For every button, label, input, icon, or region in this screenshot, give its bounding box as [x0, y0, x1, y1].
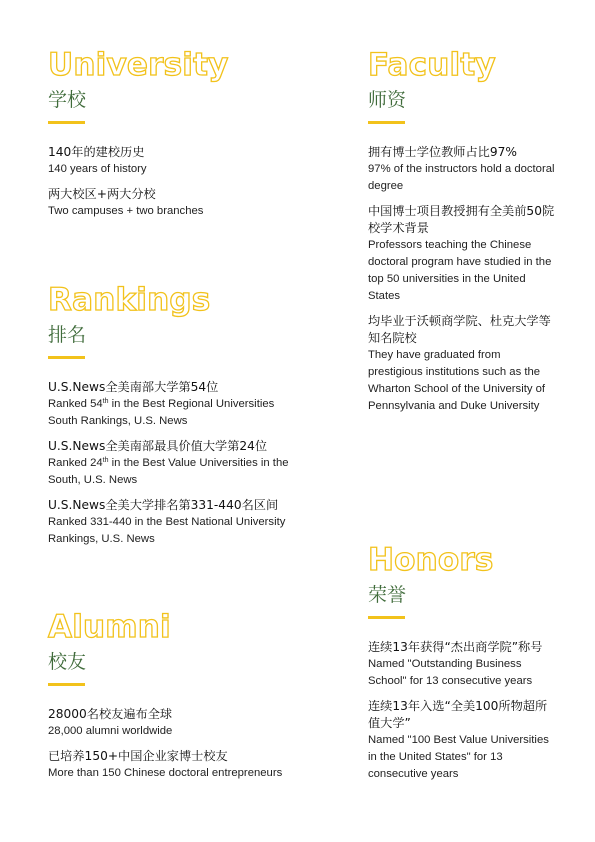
- university-item: [48, 186, 298, 220]
- rankings-item: [48, 497, 298, 548]
- item-text-en: Named "100 Best Value Universities in the United States" for 13 consecutive years: [368, 733, 549, 780]
- honors-title-cn: 荣誉: [368, 584, 407, 606]
- rankings-title: Rankings: [48, 282, 211, 318]
- item-text-cn: 已培养150+中国企业家博士校友: [48, 748, 228, 763]
- university-title: University: [48, 47, 229, 83]
- item-text-en: Professors teaching the Chinese doctoral program have studied in the top 50 universities in the United States: [368, 238, 552, 302]
- faculty-title: Faculty: [368, 47, 496, 83]
- item-text-en: 28,000 alumni worldwide: [48, 724, 173, 737]
- faculty-underline: [368, 121, 405, 124]
- honors-item: [368, 639, 558, 690]
- item-text-cn: U.S.News全美南部最具价值大学第24位: [48, 438, 268, 453]
- rankings-item: [48, 438, 298, 489]
- item-text-en: They have graduated from prestigious institutions such as the Wharton School of the University of Pennsylvania and Duke University: [368, 348, 546, 412]
- alumni-title-cn: 校友: [48, 651, 87, 673]
- item-text-cn: U.S.News全美南部大学第54位: [48, 379, 219, 394]
- rankings-section: [48, 282, 298, 556]
- honors-underline: [368, 616, 405, 619]
- faculty-item: [368, 203, 558, 305]
- item-text-cn: 28000名校友遍布全球: [48, 706, 173, 721]
- item-text-en: Ranked 24th in the Best Value Universities in the South, U.S. News: [48, 456, 289, 486]
- item-text-en: 140 years of history: [48, 162, 147, 175]
- university-underline: [48, 121, 85, 124]
- faculty-item: [368, 144, 558, 195]
- honors-title: Honors: [368, 542, 494, 578]
- honors-section: [368, 542, 558, 791]
- rankings-item: [48, 379, 298, 430]
- faculty-section: [368, 47, 558, 423]
- item-text-cn: 两大校区+两大分校: [48, 186, 156, 201]
- university-section: [48, 47, 298, 228]
- faculty-item: [368, 313, 558, 415]
- item-text-cn: 连续13年入选“全美100所物超所值大学”: [368, 698, 548, 730]
- item-text-cn: 中国博士项目教授拥有全美前50院校学术背景: [368, 203, 555, 235]
- alumni-item: [48, 706, 298, 740]
- honors-item: [368, 698, 558, 783]
- item-text-en: More than 150 Chinese doctoral entrepreneurs: [48, 766, 283, 779]
- alumni-section: [48, 609, 298, 790]
- alumni-title: Alumni: [48, 609, 171, 645]
- university-item: [48, 144, 298, 178]
- item-text-en: 97% of the instructors hold a doctoral degree: [368, 162, 555, 192]
- faculty-title-cn: 师资: [368, 89, 407, 111]
- item-text-en: Ranked 331-440 in the Best National University Rankings, U.S. News: [48, 515, 286, 545]
- alumni-item: [48, 748, 298, 782]
- item-text-cn: 140年的建校历史: [48, 144, 145, 159]
- alumni-underline: [48, 683, 85, 686]
- item-text-en: Two campuses + two branches: [48, 204, 204, 217]
- item-text-cn: 拥有博士学位教师占比97%: [368, 144, 517, 159]
- item-text-en: Named "Outstanding Business School" for 13 consecutive years: [368, 657, 533, 687]
- item-text-en: Ranked 54th in the Best Regional Universities South Rankings, U.S. News: [48, 397, 275, 427]
- item-text-cn: 均毕业于沃顿商学院、杜克大学等知名院校: [368, 313, 551, 345]
- rankings-title-cn: 排名: [48, 324, 87, 346]
- item-text-cn: U.S.News全美大学排名第331-440名区间: [48, 497, 279, 512]
- rankings-underline: [48, 356, 85, 359]
- item-text-cn: 连续13年获得“杰出商学院”称号: [368, 639, 543, 654]
- university-title-cn: 学校: [48, 89, 87, 111]
